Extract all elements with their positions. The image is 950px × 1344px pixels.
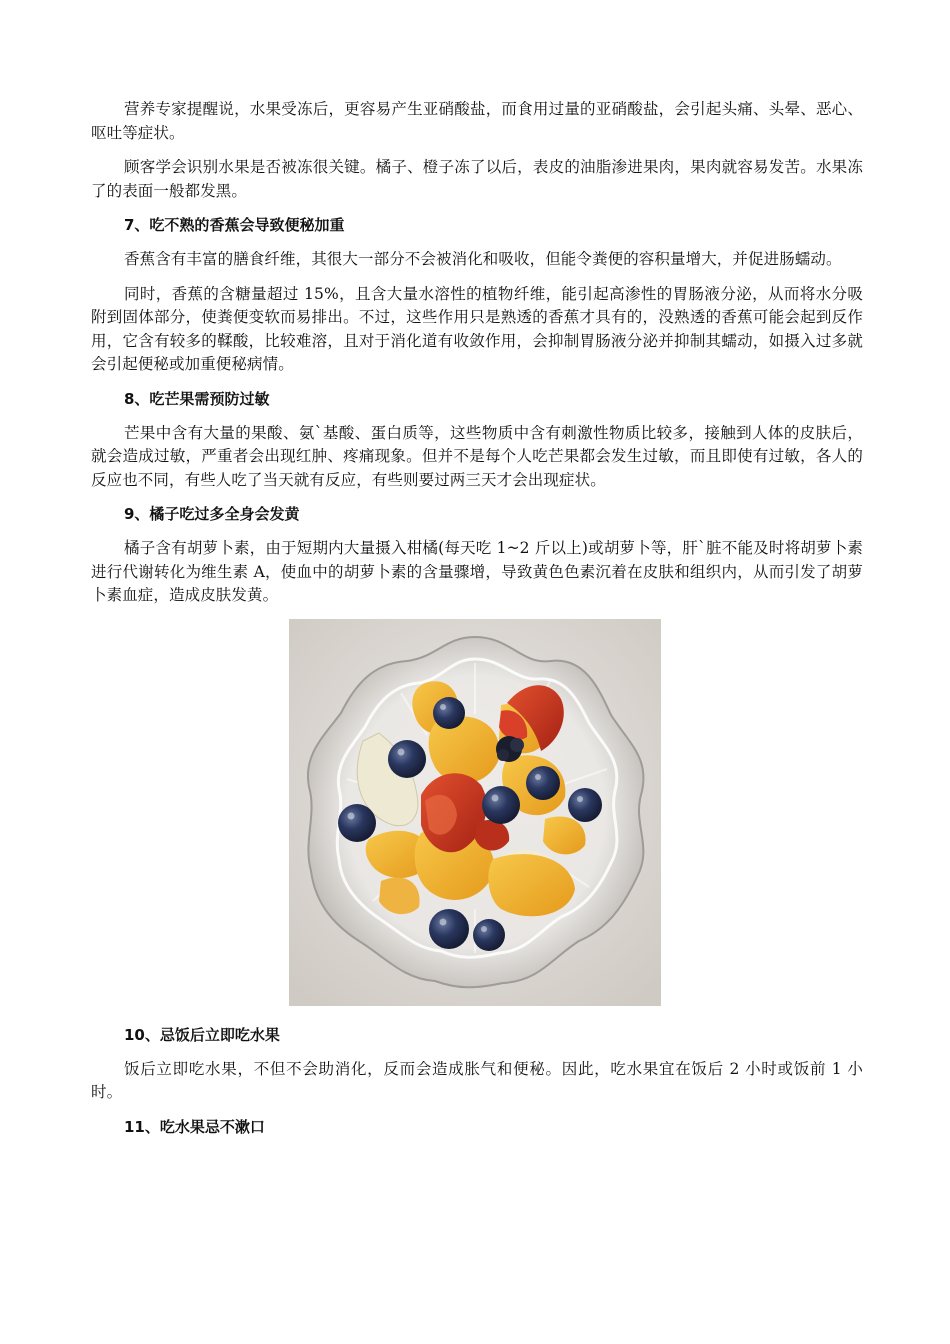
paragraph-banana-sugar: 同时，香蕉的含糖量超过 15%，且含大量水溶性的植物纤维，能引起高渗性的胃肠液分泌，从而将水分吸附到固体部分，使粪便变软而易排出。不过，这些作用只是熟透的香蕉才具有的，没熟透的香蕉可能会起到反作用，它含有较多的鞣酸，比较难溶，且对于消化道有收敛作用，会抑制胃肠液分泌并抑制其蠕动，如摄入过多就会引起便秘或加重便秘病情。: [91, 284, 863, 373]
fruit-bowl-illustration: [289, 619, 661, 1006]
article-body: [91, 98, 863, 1150]
paragraph-mango-allergy: 芒果中含有大量的果酸、氨`基酸、蛋白质等，这些物质中含有刺激性物质比较多，接触到人体的皮肤后，就会造成过敏，严重者会出现红肿、疼痛现象。但并不是每个人吃芒果都会发生过敏，而且即使有过敏，各人的反应也不同，有些人吃了当天就有反应，有些则要过两三天才会出现症状。: [91, 423, 863, 489]
paragraph-after-meal-fruit: 饭后立即吃水果，不但不会助消化，反而会造成胀气和便秘。因此，吃水果宜在饭后 2 小时或饭前 1 小时。: [91, 1059, 863, 1101]
fruit-salad-photo: [289, 619, 661, 1006]
paragraph-banana-fiber: 香蕉含有丰富的膳食纤维，其很大一部分不会被消化和吸收，但能令粪便的容积量增大，并促进肠蠕动。: [124, 250, 842, 268]
paragraph-orange-carotene: 橘子含有胡萝卜素，由于短期内大量摄入柑橘(每天吃 1~2 斤以上)或胡萝卜等，肝`脏不能及时将胡萝卜素进行代谢转化为维生素 A，使血中的胡萝卜素的含量骤增，导致黄色色素沉着在皮肤和组织内，从而引发了胡萝卜素血症，造成皮肤发黄。: [91, 539, 863, 604]
heading-section-9: 9、橘子吃过多全身会发黄: [124, 505, 300, 523]
paragraph-frozen-fruit-nitrite: 营养专家提醒说，水果受冻后，更容易产生亚硝酸盐，而食用过量的亚硝酸盐，会引起头痛、头晕、恶心、呕吐等症状。: [91, 100, 863, 142]
heading-section-8: 8、吃芒果需预防过敏: [124, 389, 270, 408]
paragraph-identify-frozen-fruit: 顾客学会识别水果是否被冻很关键。橘子、橙子冻了以后，表皮的油脂渗进果肉，果肉就容易发苦。水果冻了的表面一般都发黑。: [91, 158, 863, 200]
heading-section-11: 11、吃水果忌不漱口: [124, 1117, 265, 1136]
heading-section-10: 10、忌饭后立即吃水果: [124, 1025, 280, 1044]
heading-section-7: 7、吃不熟的香蕉会导致便秘加重: [124, 216, 345, 234]
